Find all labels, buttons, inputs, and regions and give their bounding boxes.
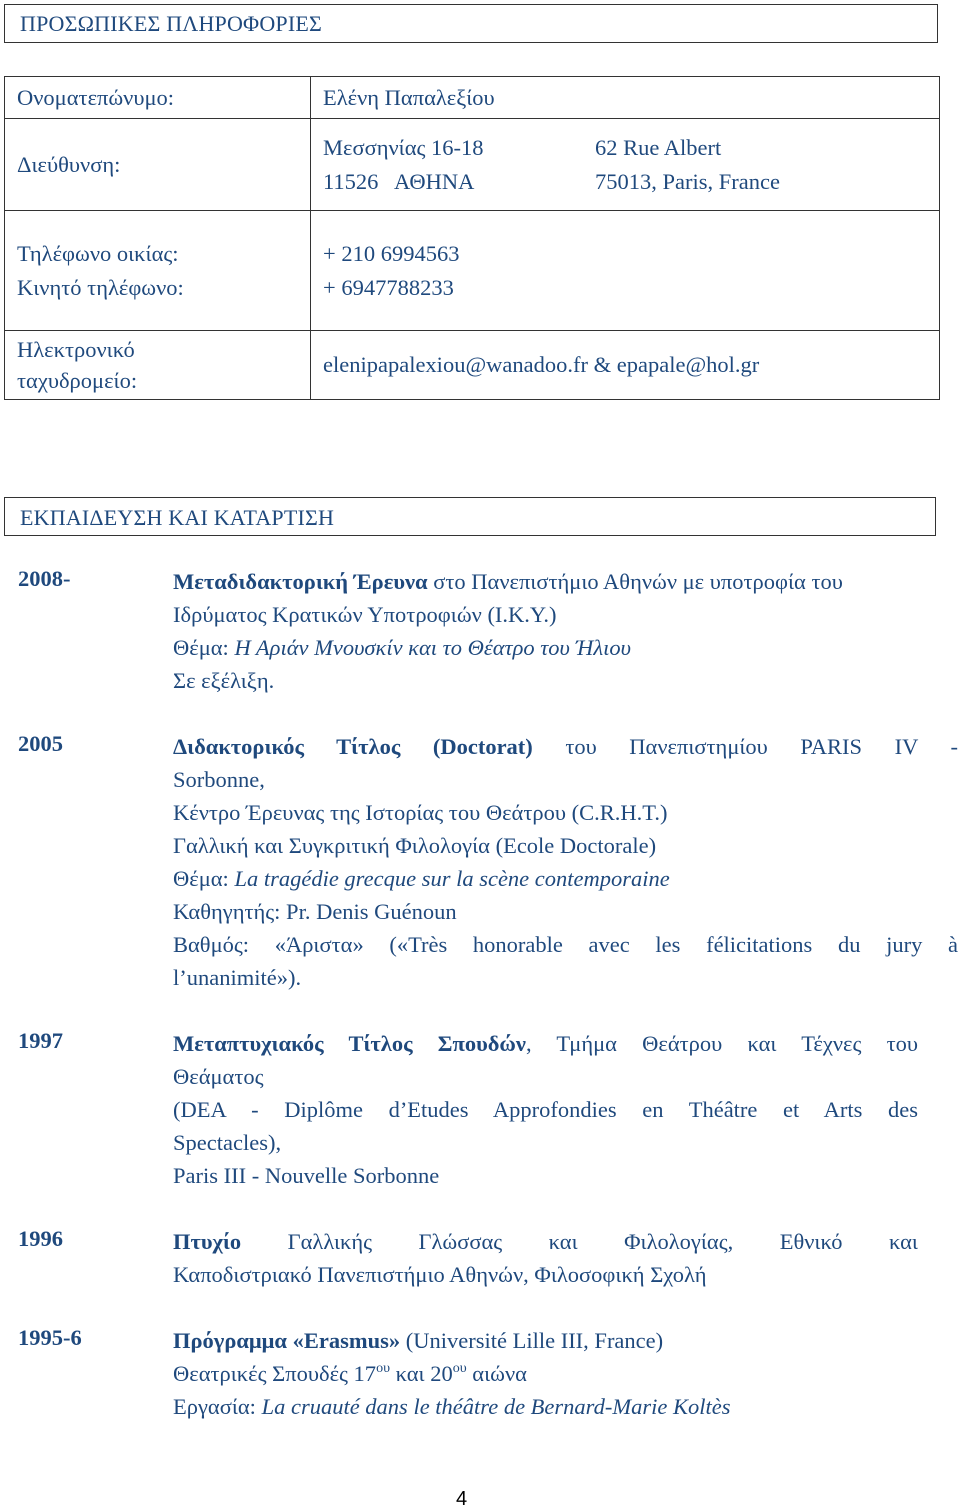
entry-line: Spectacles),: [173, 1130, 282, 1155]
entry-body: [173, 1324, 958, 1423]
year-label: 2005: [18, 731, 63, 756]
superscript: ου: [376, 1361, 390, 1376]
home-phone-value: + 210 6994563: [323, 240, 460, 266]
name-value: Ελένη Παπαλεξίου: [311, 77, 940, 119]
entry-title: Πτυχίο: [173, 1229, 242, 1254]
entry-line: Γαλλική και Συγκριτική Φιλολογία (Ecole Doctorale): [173, 833, 657, 858]
topic-title: La tragédie grecque sur la scène contemporaine: [234, 866, 670, 891]
entry-line: Θεάματος: [173, 1064, 264, 1089]
entry-body: [173, 1027, 918, 1192]
entry-title: Διδακτορικός Τίτλος (Doctorat): [173, 734, 533, 759]
entry-title-rest: στο Πανεπιστήμιο Αθηνών με υποτροφία του: [427, 569, 843, 594]
year-label: 2008-: [18, 566, 71, 591]
entry-line: Καθηγητής: Pr. Denis Guénoun: [173, 899, 457, 924]
email-row: [5, 331, 940, 400]
entry-body: [173, 730, 958, 994]
entry-title-line: [173, 730, 958, 763]
entry-status: Σε εξέλιξη.: [173, 668, 275, 693]
entry-title-line: [173, 1225, 918, 1258]
entry-title-rest: του Πανεπιστημίου PARIS IV -: [532, 734, 958, 759]
email-value: elenipapalexiou@wanadoo.fr & epapale@hol.gr: [311, 331, 940, 400]
email-label-line1: Ηλεκτρονικό: [17, 337, 135, 362]
entry-line: l’unanimité»).: [173, 965, 302, 990]
entry-line: (DEA - Diplôme d’Etudes Approfondies en Théâtre et Arts des: [173, 1097, 918, 1122]
work-label: Εργασία:: [173, 1394, 262, 1419]
entry-topic: [173, 631, 958, 664]
phone-values: [311, 211, 940, 331]
education-heading: ΕΚΠΑΙΔΕΥΣΗ ΚΑΙ ΚΑΤΑΡΤΙΣΗ: [4, 497, 936, 536]
home-phone-label: Τηλέφωνο οικίας:: [17, 240, 179, 266]
personal-info-table: [4, 76, 940, 400]
personal-info-heading: ΠΡΟΣΩΠΙΚΕΣ ΠΛΗΡΟΦΟΡΙΕΣ: [4, 4, 938, 43]
address-france-line1: 62 Rue Albert: [595, 134, 722, 160]
address-label: Διεύθυνση:: [5, 119, 311, 211]
year-label: 1997: [18, 1028, 63, 1053]
page-number: 4: [456, 1488, 468, 1510]
topic-label: Θέμα:: [173, 635, 235, 660]
entry-title-rest: , Τμήμα Θεάτρου και Τέχνες του: [525, 1031, 918, 1056]
entry-line: Κέντρο Έρευνας της Ιστορίας του Θεάτρου (C.R.H.T.): [173, 800, 668, 825]
name-label: Ονοματεπώνυμο:: [5, 77, 311, 119]
entry-topic: [173, 862, 958, 895]
entry-line: Ιδρύματος Κρατικών Υποτροφιών (Ι.Κ.Υ.): [173, 602, 557, 627]
entry-line: Sorbonne,: [173, 767, 265, 792]
year-label: 1995-6: [18, 1325, 82, 1350]
address-greece: [323, 131, 595, 199]
work-title: La cruauté dans le théâtre de Bernard-Marie Koltès: [261, 1394, 731, 1419]
entry-title: Μεταδιδακτορική Έρευνα: [173, 569, 428, 594]
address-france-line2: 75013, Paris, France: [595, 168, 780, 194]
address-value: [311, 119, 940, 211]
entry-body: [173, 1225, 918, 1291]
entry-title-line: [173, 565, 958, 598]
entry-text: Θεατρικές Σπουδές 17: [173, 1361, 377, 1386]
address-row: [5, 119, 940, 211]
entry-line: Καποδιστριακό Πανεπιστήμιο Αθηνών, Φιλοσοφική Σχολή: [173, 1262, 707, 1287]
address-greece-line2: 11526 ΑΘΗΝΑ: [323, 168, 475, 194]
topic-label: Θέμα:: [173, 866, 235, 891]
mobile-phone-label: Κινητό τηλέφωνο:: [17, 274, 184, 300]
entry-text: αιώνα: [466, 1361, 527, 1386]
entry-line: Βαθμός: «Άριστα» («Très honorable avec les félicitations du jury à: [173, 932, 958, 957]
entry-work: [173, 1390, 958, 1423]
entry-title-rest: (Université Lille III, France): [400, 1328, 664, 1353]
address-france: [595, 131, 780, 199]
entry-line: Paris III - Nouvelle Sorbonne: [173, 1163, 440, 1188]
entry-title-line: [173, 1324, 958, 1357]
mobile-phone-value: + 6947788233: [323, 274, 454, 300]
email-label-line2: ταχυδρομείο:: [17, 368, 138, 393]
entry-body: [173, 565, 958, 697]
email-label: [5, 331, 311, 400]
year-label: 1996: [18, 1226, 63, 1251]
entry-line: [173, 1357, 958, 1390]
address-greece-line1: Μεσσηνίας 16-18: [323, 134, 484, 160]
name-row: [5, 77, 940, 119]
entry-title: Πρόγραμμα «Erasmus»: [173, 1328, 401, 1353]
superscript: ου: [452, 1361, 467, 1376]
entry-title: Μεταπτυχιακός Τίτλος Σπουδών: [173, 1031, 526, 1056]
entry-title-line: [173, 1027, 918, 1060]
phone-labels: [5, 211, 311, 331]
phone-row: [5, 211, 940, 331]
topic-title: Η Αριάν Μνουσκίν και το Θέατρο του Ήλιου: [234, 635, 631, 660]
entry-title-rest: Γαλλικής Γλώσσας και Φιλολογίας, Εθνικό και: [241, 1229, 918, 1254]
entry-text: και 20: [390, 1361, 453, 1386]
